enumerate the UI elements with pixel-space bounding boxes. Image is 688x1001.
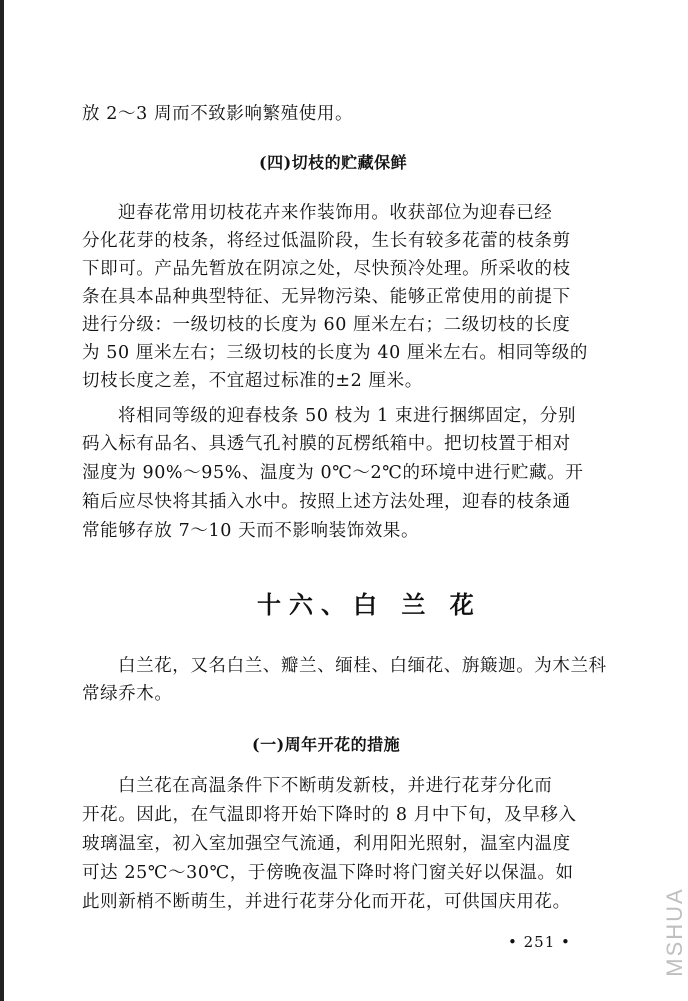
- paragraph-line: 常绿乔木。: [82, 684, 173, 704]
- watermark: [664, 866, 686, 998]
- paragraph-line: 箱后应尽快将其插入水中。按照上述方法处理，迎春的枝条通: [82, 492, 571, 512]
- paragraph-line: 白兰花，又名白兰、瓣兰、缅桂、白缅花、旃簸迦。为木兰科: [118, 656, 607, 676]
- paragraph-line: 将相同等级的迎春枝条 50 枝为 1 束进行捆绑固定，分别: [118, 406, 577, 426]
- paragraph-line: 条在具本品种典型特征、无异物污染、能够正常使用的前提下: [82, 287, 571, 307]
- watermark-text: MSHUA: [662, 887, 687, 977]
- paragraph-line: 进行分级：一级切枝的长度为 60 厘米左右；二级切枝的长度: [82, 315, 571, 335]
- paragraph-line: 可达 25℃～30℃，于傍晚夜温下降时将门窗关好以保温。如: [82, 863, 574, 883]
- paragraph-line: 分化花芽的枝条，将经过低温阶段，生长有较多花蕾的枝条剪: [82, 231, 571, 251]
- paragraph-line: 湿度为 90%～95%、温度为 0℃～2℃的环境中进行贮藏。开: [82, 463, 584, 483]
- paragraph-line: 放 2～3 周而不致影响繁殖使用。: [82, 104, 354, 124]
- paragraph-line: 此则新梢不断萌生，并进行花芽分化而开花，可供国庆用花。: [82, 892, 571, 912]
- paragraph-line: 码入标有品名、具透气孔衬膜的瓦楞纸箱中。把切枝置于相对: [82, 434, 571, 454]
- section-heading-year-round-flowering: (一)周年开花的措施: [252, 735, 401, 754]
- paragraph-line: 白兰花在高温条件下不断萌发新枝，并进行花芽分化而: [118, 776, 553, 796]
- page-number: • 251 •: [508, 933, 571, 951]
- paragraph-line: 为 50 厘米左右；三级切枝的长度为 40 厘米左右。相同等级的: [82, 343, 588, 363]
- paragraph-line: 开花。因此，在气温即将开始下降时的 8 月中下旬，及早移入: [82, 805, 577, 825]
- chapter-title: 十六、白 兰 花: [257, 590, 482, 619]
- paragraph-line: 迎春花常用切枝花卉来作装饰用。收获部位为迎春已经: [118, 203, 553, 223]
- scan-edge: [0, 0, 4, 1001]
- paragraph-line: 切枝长度之差，不宜超过标准的±2 厘米。: [82, 371, 423, 391]
- section-heading-cut-branch-storage: (四)切枝的贮藏保鲜: [259, 153, 408, 172]
- paragraph-line: 下即可。产品先暂放在阴凉之处，尽快预冷处理。所采收的枝: [82, 259, 571, 279]
- paragraph-line: 玻璃温室，初入室加强空气流通，利用阳光照射，温室内温度: [82, 834, 571, 854]
- paragraph-line: 常能够存放 7～10 天而不影响装饰效果。: [82, 521, 420, 541]
